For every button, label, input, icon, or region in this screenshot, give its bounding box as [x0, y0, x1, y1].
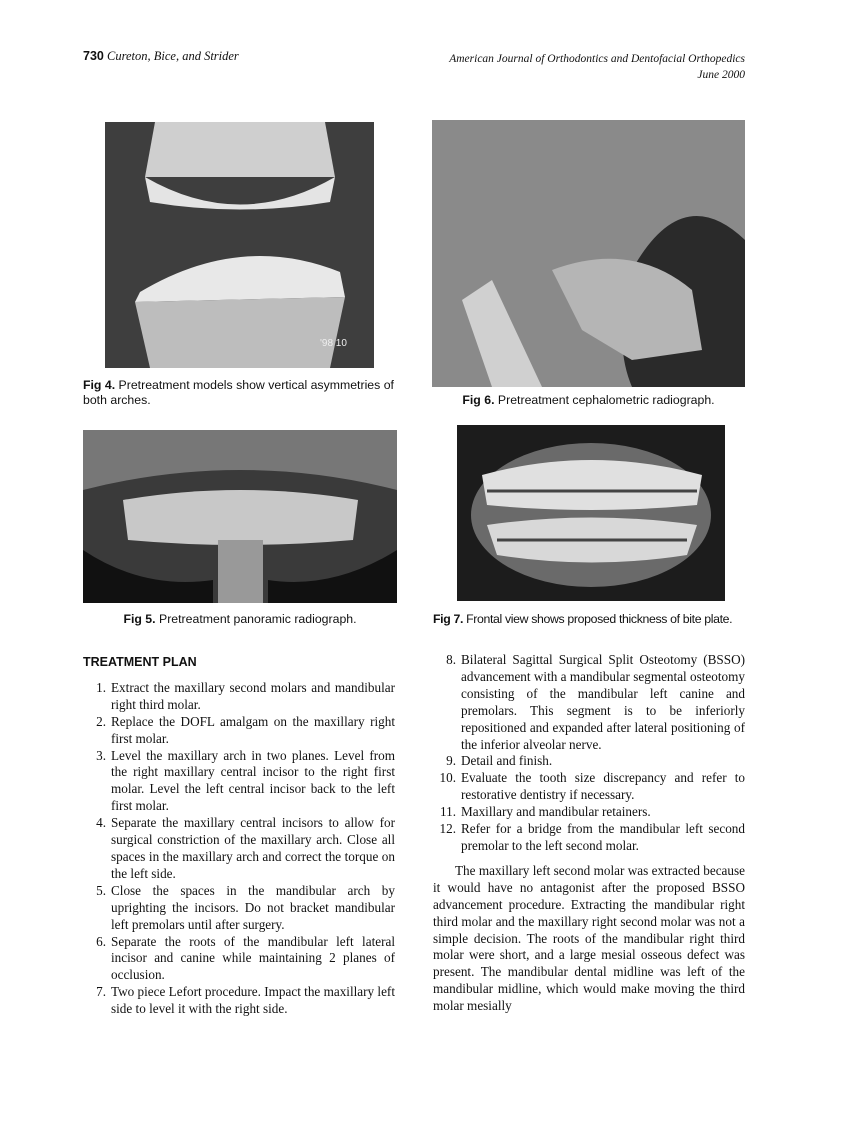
- fig7-frontal-intraoral-photo: [457, 425, 725, 601]
- fig5-label: Fig 5.: [123, 612, 156, 626]
- panoramic-image: [83, 430, 397, 603]
- list-item: [83, 748, 395, 816]
- running-header-right: [449, 51, 745, 83]
- fig6-caption: [432, 393, 745, 408]
- item-number: 3.: [96, 747, 106, 763]
- fig4-caption-text: Pretreatment models show vertical asymmetries of both arches.: [83, 378, 394, 407]
- list-item: [433, 652, 745, 753]
- right-column: [433, 652, 745, 1015]
- fig6-cephalometric-radiograph: [432, 120, 745, 387]
- left-column: [83, 654, 395, 1018]
- list-item: [83, 934, 395, 985]
- list-item: [83, 714, 395, 748]
- list-item: [83, 815, 395, 883]
- fig6-caption-text: Pretreatment cephalometric radiograph.: [497, 393, 715, 407]
- list-item: [433, 753, 745, 770]
- fig5-panoramic-radiograph: [83, 430, 397, 603]
- item-number: 5.: [96, 882, 106, 898]
- issue-date: June 2000: [697, 69, 745, 81]
- item-number: 4.: [96, 815, 106, 831]
- fig7-label: Fig 7.: [433, 612, 464, 626]
- page-number: 730: [83, 49, 104, 63]
- item-text: Close the spaces in the mandibular arch by uprighting the incisors. Do not bracket mandibular left premolars until after surgery.: [111, 882, 395, 932]
- item-text: Maxillary and mandibular retainers.: [461, 804, 651, 820]
- body-paragraph: The maxillary left second molar was extracted because it would have no antagonist after the proposed BSSO advancement procedure. Extracting the mandibular right third molar and the maxillary right second molar was not a simple decision. The roots of the mandibular right third molar were short, and a large mesial osseous defect was present. The mandibular dental midline was left of the mandibular midline, which would make moving the third molar mesially: [433, 862, 745, 1014]
- journal-title: American Journal of Orthodontics and Dentofacial Orthopedics: [449, 53, 745, 65]
- item-number: 9.: [446, 753, 456, 769]
- item-number: 2.: [96, 713, 106, 729]
- item-text: Evaluate the tooth size discrepancy and refer to restorative dentistry if necessary.: [461, 770, 745, 803]
- fig6-label: Fig 6.: [462, 393, 495, 407]
- fig7-caption: [433, 612, 753, 627]
- section-heading: TREATMENT PLAN: [83, 655, 197, 669]
- running-header-left: [83, 49, 239, 64]
- item-number: 12.: [439, 821, 456, 837]
- intraoral-image: [457, 425, 725, 601]
- list-item: [83, 680, 395, 714]
- photo-date-stamp: '98 10: [320, 338, 347, 349]
- treatment-plan-list-part2: [433, 652, 745, 855]
- list-item: [433, 821, 745, 855]
- dental-models-image: [105, 122, 374, 368]
- item-number: 1.: [96, 679, 106, 695]
- fig4-dental-models-photo: [105, 122, 374, 368]
- fig5-caption: [83, 612, 397, 627]
- item-number: 6.: [96, 933, 106, 949]
- item-number: 10.: [439, 770, 456, 786]
- fig4-label: Fig 4.: [83, 378, 116, 392]
- authors: Cureton, Bice, and Strider: [106, 49, 239, 63]
- radiograph-image: [432, 120, 745, 387]
- item-text: Two piece Lefort procedure. Impact the maxillary left side to level it with the right side.: [111, 984, 395, 1017]
- item-text: Level the maxillary arch in two planes. Level from the right maxillary central incisor to the right first molar. Level the left central incisor back to the left first molar.: [111, 747, 395, 814]
- list-item: [433, 804, 745, 821]
- fig7-caption-text: Frontal view shows proposed thickness of bite plate.: [466, 612, 733, 626]
- fig5-caption-text: Pretreatment panoramic radiograph.: [159, 612, 357, 626]
- item-number: 8.: [446, 652, 456, 667]
- treatment-plan-list-part1: [83, 680, 395, 1018]
- item-text: Bilateral Sagittal Surgical Split Osteotomy (BSSO) advancement with a mandibular segmental osteotomy consisting of the mandibular left canine and premolars. This segment is to be inferiorly repositioned and expanded after lateral positioning of the inferior alveolar nerve.: [461, 652, 745, 752]
- fig4-caption: [83, 378, 403, 408]
- item-number: 7.: [96, 984, 106, 1000]
- item-text: Detail and finish.: [461, 753, 553, 769]
- item-text: Extract the maxillary second molars and mandibular right third molar.: [111, 679, 395, 712]
- item-text: Separate the maxillary central incisors to allow for surgical constriction of the maxillary arch. Close all spaces in the maxillary arch and correct the torque on the left side.: [111, 815, 395, 881]
- item-number: 11.: [440, 804, 456, 820]
- item-text: Replace the DOFL amalgam on the maxillary right first molar.: [111, 713, 395, 746]
- list-item: [83, 984, 395, 1018]
- item-text: Separate the roots of the mandibular left lateral incisor and canine while maintaining 2 planes of occlusion.: [111, 933, 395, 983]
- item-text: Refer for a bridge from the mandibular left second premolar to the left second molar.: [461, 821, 745, 853]
- list-item: [433, 770, 745, 804]
- list-item: [83, 883, 395, 934]
